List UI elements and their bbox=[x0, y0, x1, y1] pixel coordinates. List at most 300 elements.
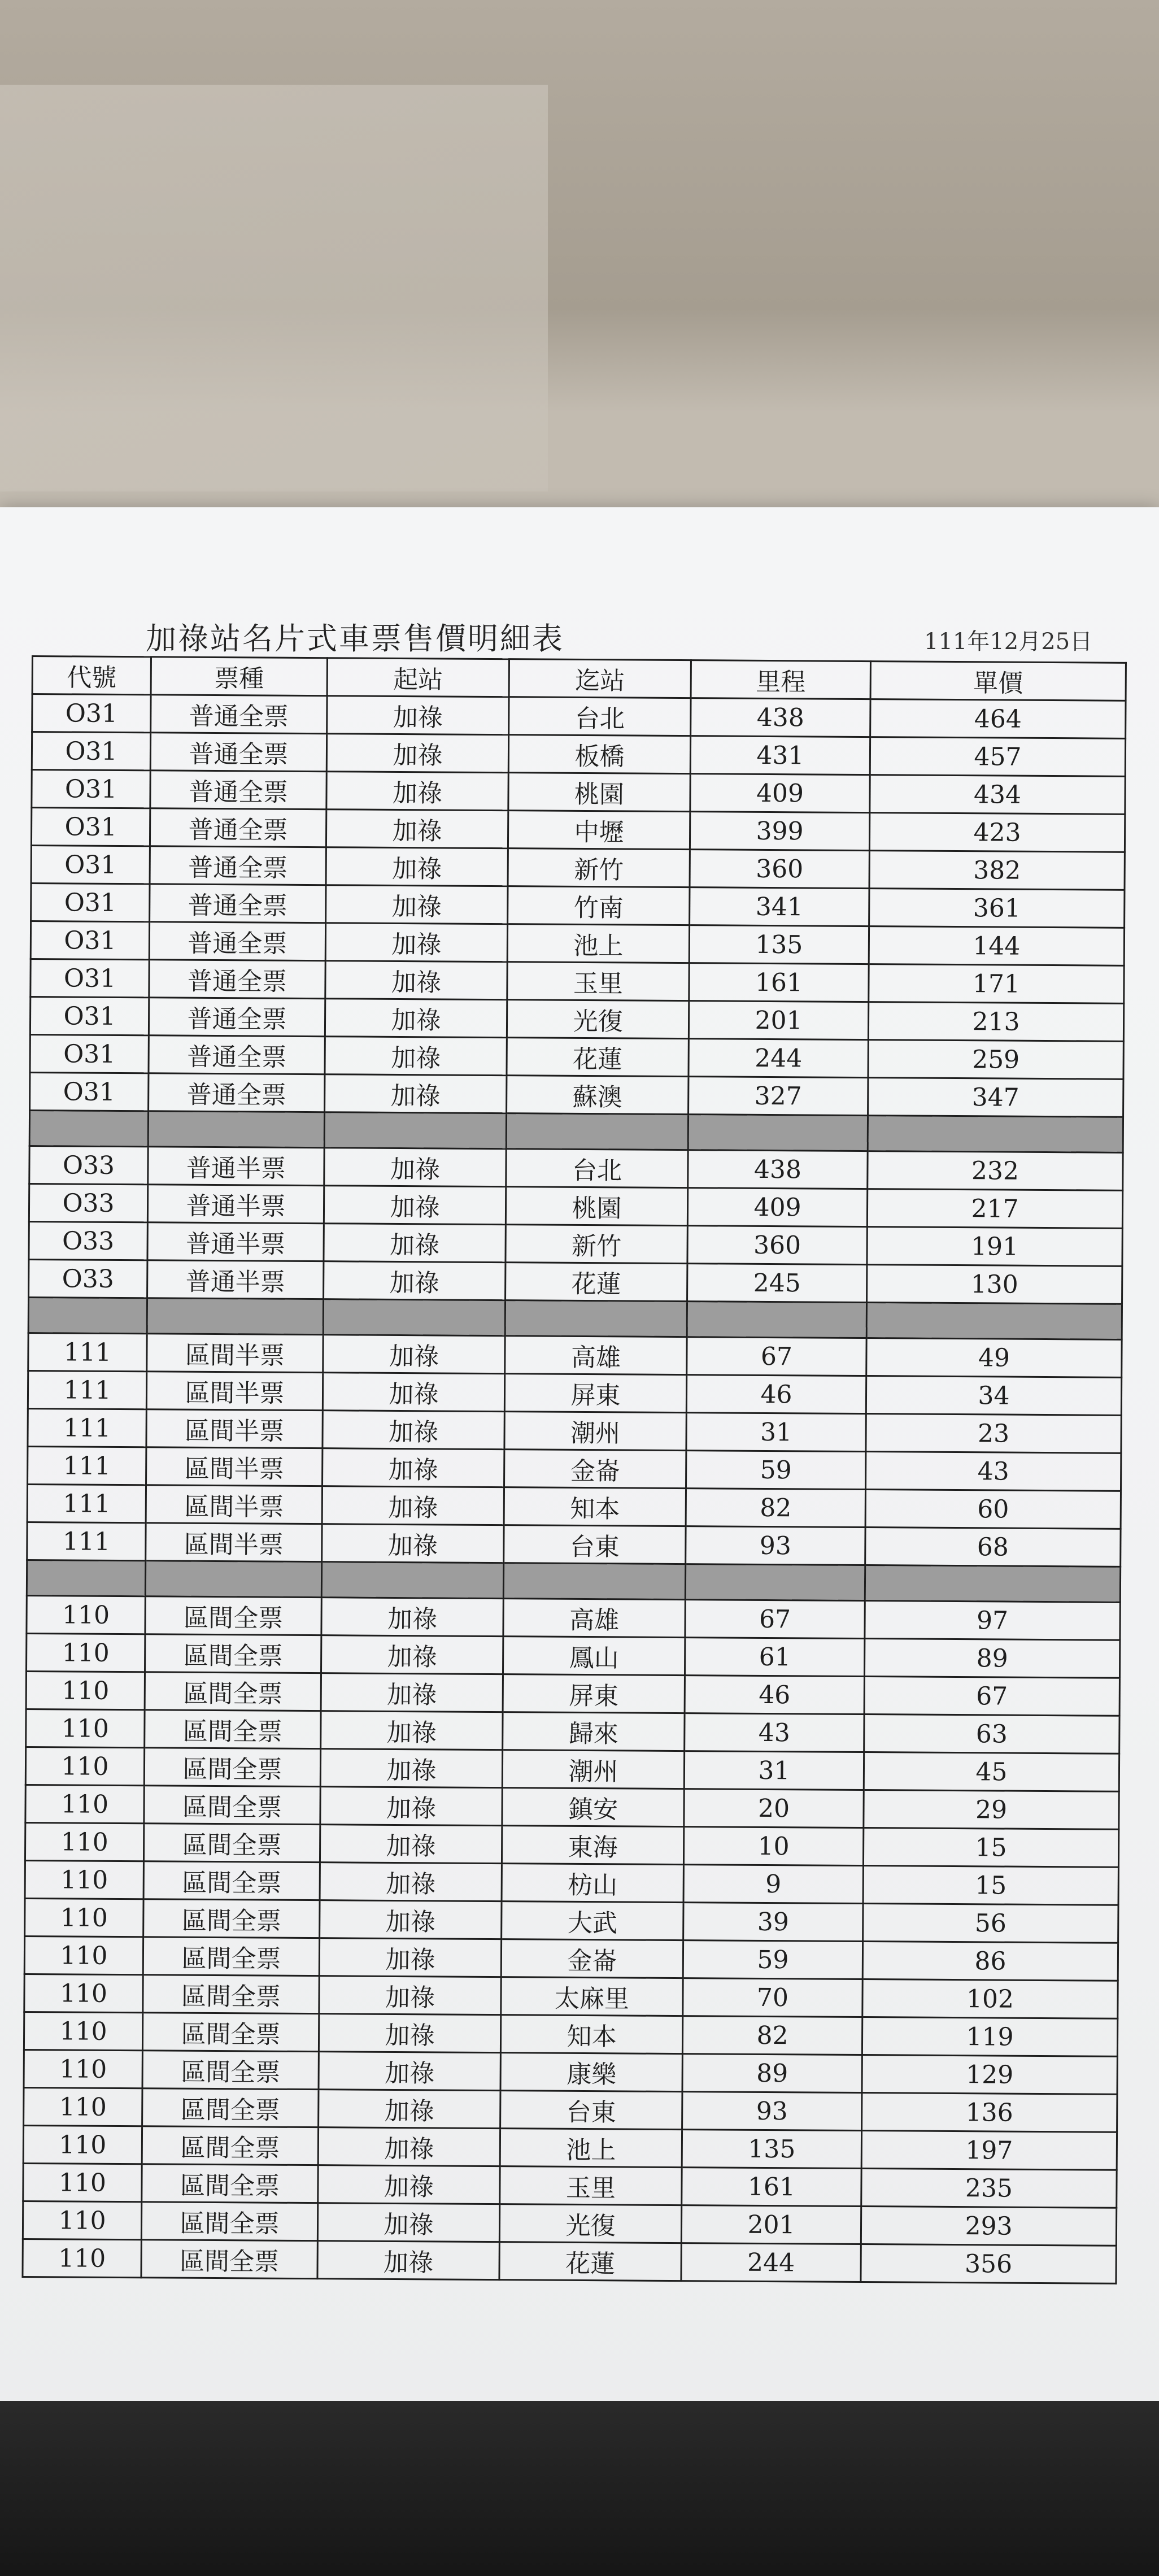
cell-ticket-type: 區間全票 bbox=[145, 1672, 321, 1711]
cell-code: 111 bbox=[28, 1370, 146, 1409]
separator-cell bbox=[145, 1561, 321, 1598]
cell-origin: 加祿 bbox=[324, 1224, 506, 1263]
table-row bbox=[27, 1595, 1120, 1640]
cell-distance: 31 bbox=[686, 1413, 866, 1452]
cell-code: 110 bbox=[25, 1822, 143, 1861]
separator-cell bbox=[29, 1110, 148, 1146]
cell-destination: 屏東 bbox=[504, 1374, 686, 1413]
cell-distance: 244 bbox=[689, 1039, 868, 1078]
cell-destination: 玉里 bbox=[500, 2166, 682, 2205]
table-row bbox=[30, 921, 1124, 966]
header-ticket-type: 票種 bbox=[151, 657, 327, 696]
cell-code: O31 bbox=[30, 959, 149, 997]
table-row bbox=[31, 808, 1125, 852]
cell-destination: 池上 bbox=[500, 2129, 682, 2168]
cell-distance: 39 bbox=[683, 1903, 863, 1942]
cell-origin: 加祿 bbox=[323, 1411, 504, 1450]
table-row bbox=[24, 2050, 1117, 2094]
cell-origin: 加祿 bbox=[324, 1186, 506, 1225]
table-row bbox=[30, 959, 1124, 1003]
cell-price: 23 bbox=[866, 1414, 1121, 1454]
separator-cell bbox=[321, 1562, 503, 1599]
cell-destination: 中壢 bbox=[508, 811, 690, 850]
cell-distance: 59 bbox=[686, 1451, 866, 1490]
cell-code: 110 bbox=[24, 2012, 142, 2050]
cell-ticket-type: 區間全票 bbox=[144, 1786, 320, 1825]
cell-origin: 加祿 bbox=[323, 1448, 504, 1487]
separator-cell bbox=[147, 1298, 323, 1335]
cell-distance: 135 bbox=[682, 2130, 861, 2169]
cell-price: 213 bbox=[868, 1002, 1123, 1042]
cell-origin: 加祿 bbox=[319, 2090, 500, 2129]
table-row bbox=[26, 1709, 1119, 1753]
fare-table-header bbox=[32, 656, 1126, 701]
cell-origin: 加祿 bbox=[322, 1524, 504, 1563]
cell-distance: 431 bbox=[690, 736, 870, 775]
cell-code: 111 bbox=[28, 1333, 147, 1371]
cell-price: 45 bbox=[864, 1752, 1119, 1792]
cell-destination: 光復 bbox=[507, 1000, 689, 1039]
cell-origin: 加祿 bbox=[320, 1900, 502, 1939]
cell-ticket-type: 區間全票 bbox=[141, 2240, 317, 2279]
cell-ticket-type: 普通全票 bbox=[149, 922, 325, 961]
cell-ticket-type: 普通全票 bbox=[150, 771, 326, 810]
table-row bbox=[25, 1860, 1118, 1905]
cell-destination: 太麻里 bbox=[501, 1977, 683, 2016]
cell-origin: 加祿 bbox=[319, 1938, 501, 1977]
cell-code: O31 bbox=[30, 921, 149, 960]
cell-code: O31 bbox=[30, 1072, 149, 1111]
cell-distance: 67 bbox=[685, 1600, 865, 1639]
cell-destination: 台北 bbox=[506, 1149, 688, 1188]
cell-code: 110 bbox=[26, 1671, 145, 1709]
cell-ticket-type: 區間全票 bbox=[145, 1596, 321, 1635]
cell-code: O33 bbox=[29, 1221, 147, 1260]
cell-origin: 加祿 bbox=[320, 1825, 502, 1864]
cell-distance: 360 bbox=[687, 1226, 867, 1265]
table-row bbox=[30, 1072, 1123, 1117]
cell-price: 67 bbox=[864, 1677, 1119, 1716]
cell-destination: 台東 bbox=[500, 2091, 682, 2130]
cell-price: 63 bbox=[864, 1715, 1119, 1754]
cell-distance: 201 bbox=[681, 2205, 861, 2244]
cell-distance: 245 bbox=[687, 1264, 867, 1303]
cell-destination: 桃園 bbox=[506, 1187, 687, 1226]
separator-cell bbox=[503, 1563, 685, 1600]
cell-code: O33 bbox=[29, 1183, 147, 1222]
cell-distance: 10 bbox=[683, 1827, 863, 1866]
cell-distance: 438 bbox=[691, 698, 870, 737]
cell-distance: 161 bbox=[689, 963, 869, 1002]
cell-price: 60 bbox=[865, 1490, 1121, 1529]
cell-ticket-type: 普通全票 bbox=[149, 1073, 325, 1112]
cell-price: 171 bbox=[869, 964, 1124, 1004]
cell-destination: 板橋 bbox=[508, 735, 690, 774]
table-row bbox=[28, 1333, 1122, 1377]
cell-ticket-type: 區間全票 bbox=[143, 1899, 320, 1938]
cell-code: 110 bbox=[27, 1595, 145, 1634]
cell-destination: 鎮安 bbox=[502, 1788, 684, 1827]
cell-destination: 台東 bbox=[504, 1525, 686, 1564]
cell-price: 29 bbox=[864, 1790, 1119, 1830]
cell-destination: 高雄 bbox=[503, 1599, 685, 1638]
cell-destination: 桃園 bbox=[508, 773, 690, 812]
table-row bbox=[30, 997, 1123, 1041]
cell-destination: 潮州 bbox=[504, 1412, 686, 1451]
cell-code: O31 bbox=[32, 732, 150, 771]
cell-ticket-type: 區間半票 bbox=[147, 1334, 323, 1373]
table-row bbox=[29, 1146, 1123, 1190]
cell-destination: 金崙 bbox=[504, 1450, 686, 1489]
fare-table bbox=[21, 655, 1127, 2285]
cell-origin: 加祿 bbox=[317, 2241, 499, 2280]
header-distance: 里程 bbox=[691, 660, 870, 699]
cell-price: 434 bbox=[870, 775, 1125, 815]
cell-distance: 93 bbox=[686, 1526, 865, 1565]
cell-distance: 135 bbox=[689, 925, 869, 964]
table-row bbox=[23, 2125, 1117, 2170]
separator-cell bbox=[687, 1302, 866, 1338]
cell-destination: 鳳山 bbox=[503, 1637, 685, 1676]
cell-ticket-type: 普通全票 bbox=[149, 960, 325, 999]
cell-distance: 59 bbox=[683, 1940, 862, 1979]
table-row bbox=[23, 2239, 1116, 2283]
cell-ticket-type: 普通全票 bbox=[149, 998, 325, 1037]
cell-origin: 加祿 bbox=[327, 696, 509, 735]
cell-ticket-type: 區間全票 bbox=[144, 1748, 320, 1787]
cell-code: 110 bbox=[23, 2125, 142, 2164]
table-row bbox=[28, 1446, 1121, 1491]
cell-origin: 加祿 bbox=[326, 734, 508, 773]
table-row bbox=[29, 1183, 1122, 1228]
cell-distance: 20 bbox=[684, 1789, 864, 1828]
cell-price: 232 bbox=[868, 1151, 1123, 1191]
document-date: 111年12月25日 bbox=[924, 629, 1093, 655]
cell-origin: 加祿 bbox=[319, 2052, 500, 2091]
cell-code: 110 bbox=[23, 2201, 141, 2239]
cell-ticket-type: 普通半票 bbox=[147, 1260, 324, 1299]
cell-code: O31 bbox=[31, 846, 150, 884]
cell-origin: 加祿 bbox=[326, 810, 508, 848]
table-row bbox=[29, 1221, 1122, 1266]
cell-ticket-type: 區間全票 bbox=[145, 1634, 321, 1673]
cell-destination: 蘇澳 bbox=[507, 1076, 689, 1115]
cell-code: 110 bbox=[24, 2087, 142, 2126]
cell-price: 464 bbox=[870, 699, 1126, 739]
cell-price: 15 bbox=[863, 1866, 1118, 1905]
cell-code: 110 bbox=[25, 1785, 144, 1823]
cell-code: O33 bbox=[29, 1146, 148, 1184]
cell-destination: 高雄 bbox=[505, 1336, 687, 1375]
cell-origin: 加祿 bbox=[321, 1635, 503, 1674]
cell-destination: 玉里 bbox=[507, 962, 689, 1001]
cell-code: O31 bbox=[31, 884, 150, 922]
table-row bbox=[24, 1936, 1118, 1981]
cell-code: 111 bbox=[28, 1408, 146, 1447]
table-row bbox=[23, 2201, 1116, 2246]
separator-cell bbox=[324, 1112, 506, 1149]
cell-ticket-type: 普通全票 bbox=[150, 733, 326, 772]
cell-origin: 加祿 bbox=[320, 1863, 502, 1901]
separator-cell bbox=[865, 1565, 1120, 1603]
cell-distance: 31 bbox=[684, 1751, 864, 1790]
cell-distance: 409 bbox=[690, 774, 870, 813]
cell-code: 111 bbox=[28, 1446, 146, 1485]
fare-table-body bbox=[23, 694, 1126, 2284]
cell-ticket-type: 普通全票 bbox=[150, 808, 326, 847]
cell-origin: 加祿 bbox=[319, 2014, 500, 2053]
cell-distance: 341 bbox=[690, 887, 869, 926]
cell-destination: 康樂 bbox=[500, 2053, 682, 2092]
cell-distance: 43 bbox=[685, 1713, 864, 1752]
cell-ticket-type: 區間全票 bbox=[141, 2202, 317, 2241]
cell-ticket-type: 區間全票 bbox=[143, 1937, 319, 1976]
cell-code: 110 bbox=[23, 2239, 141, 2277]
background-shadow bbox=[0, 2401, 1159, 2576]
cell-ticket-type: 區間半票 bbox=[146, 1372, 323, 1411]
table-row bbox=[30, 1034, 1123, 1079]
cell-price: 382 bbox=[869, 851, 1125, 890]
cell-price: 43 bbox=[866, 1452, 1121, 1491]
cell-origin: 加祿 bbox=[326, 847, 508, 886]
cell-ticket-type: 區間半票 bbox=[146, 1409, 323, 1448]
separator-cell bbox=[323, 1299, 505, 1336]
separator-cell bbox=[27, 1560, 145, 1596]
cell-code: O31 bbox=[31, 808, 150, 846]
cell-ticket-type: 區間半票 bbox=[146, 1523, 322, 1562]
cell-destination: 竹南 bbox=[508, 886, 690, 925]
cell-ticket-type: 區間全票 bbox=[142, 2164, 318, 2203]
cell-ticket-type: 普通全票 bbox=[150, 884, 326, 923]
table-row bbox=[24, 2012, 1117, 2056]
cell-distance: 161 bbox=[682, 2168, 861, 2207]
cell-origin: 加祿 bbox=[325, 923, 507, 962]
document-title: 加祿站名片式車票售價明細表 bbox=[146, 621, 564, 656]
cell-code: O31 bbox=[30, 1034, 149, 1073]
table-row bbox=[27, 1484, 1121, 1529]
table-row bbox=[32, 732, 1125, 777]
cell-distance: 89 bbox=[682, 2054, 862, 2093]
cell-ticket-type: 區間全票 bbox=[143, 1861, 320, 1900]
cell-code: O31 bbox=[32, 694, 151, 733]
separator-cell bbox=[685, 1564, 865, 1601]
cell-distance: 93 bbox=[682, 2092, 862, 2131]
cell-code: 110 bbox=[27, 1633, 145, 1672]
cell-destination: 潮州 bbox=[502, 1750, 684, 1789]
cell-price: 129 bbox=[862, 2055, 1117, 2095]
cell-price: 217 bbox=[867, 1189, 1122, 1229]
cell-price: 293 bbox=[861, 2207, 1116, 2246]
cell-price: 119 bbox=[862, 2017, 1117, 2057]
cell-price: 89 bbox=[864, 1639, 1119, 1678]
cell-destination: 花蓮 bbox=[507, 1038, 689, 1077]
header-code: 代號 bbox=[32, 656, 151, 695]
cell-destination: 光復 bbox=[499, 2204, 681, 2243]
cell-origin: 加祿 bbox=[325, 1074, 507, 1113]
separator-cell bbox=[866, 1303, 1122, 1340]
cell-distance: 82 bbox=[682, 2016, 862, 2055]
table-row bbox=[25, 1747, 1119, 1791]
cell-price: 197 bbox=[861, 2131, 1117, 2170]
cell-origin: 加祿 bbox=[319, 1976, 501, 2015]
cell-origin: 加祿 bbox=[326, 885, 508, 924]
cell-distance: 46 bbox=[686, 1375, 866, 1414]
cell-destination: 新竹 bbox=[508, 848, 690, 887]
cell-price: 361 bbox=[869, 889, 1125, 928]
cell-price: 457 bbox=[870, 737, 1125, 777]
cell-code: 110 bbox=[24, 1974, 143, 2012]
cell-destination: 台北 bbox=[509, 697, 691, 736]
cell-code: O33 bbox=[29, 1259, 147, 1298]
cell-distance: 438 bbox=[688, 1150, 868, 1189]
cell-origin: 加祿 bbox=[321, 1673, 503, 1712]
cell-origin: 加祿 bbox=[323, 1373, 504, 1412]
cell-origin: 加祿 bbox=[325, 999, 507, 1038]
cell-origin: 加祿 bbox=[317, 2203, 499, 2242]
cell-origin: 加祿 bbox=[321, 1711, 503, 1750]
table-row bbox=[24, 1974, 1118, 2018]
cell-ticket-type: 普通半票 bbox=[147, 1222, 324, 1261]
cell-distance: 70 bbox=[683, 1978, 862, 2017]
cell-ticket-type: 區間全票 bbox=[142, 2051, 319, 2090]
table-row bbox=[32, 770, 1125, 815]
group-separator-row bbox=[27, 1560, 1120, 1602]
table-row bbox=[28, 1408, 1121, 1453]
separator-cell bbox=[506, 1113, 688, 1150]
cell-ticket-type: 區間全票 bbox=[142, 2088, 319, 2127]
table-row bbox=[32, 694, 1126, 739]
cell-code: 111 bbox=[27, 1484, 146, 1522]
cell-code: 111 bbox=[27, 1522, 146, 1560]
cell-code: 110 bbox=[24, 1936, 143, 1974]
cell-ticket-type: 普通半票 bbox=[148, 1147, 324, 1186]
cell-origin: 加祿 bbox=[325, 961, 507, 1000]
cell-destination: 枋山 bbox=[502, 1864, 683, 1903]
cell-origin: 加祿 bbox=[322, 1486, 504, 1525]
cell-code: 110 bbox=[26, 1709, 145, 1747]
cell-price: 259 bbox=[868, 1040, 1123, 1080]
cell-price: 136 bbox=[862, 2093, 1117, 2133]
group-separator-row bbox=[29, 1110, 1123, 1152]
cell-code: O31 bbox=[32, 770, 150, 808]
cell-code: 110 bbox=[25, 1747, 144, 1785]
cell-distance: 409 bbox=[687, 1188, 867, 1227]
table-row bbox=[25, 1785, 1119, 1829]
cell-distance: 67 bbox=[687, 1337, 866, 1376]
cell-distance: 399 bbox=[690, 812, 869, 851]
cell-destination: 新竹 bbox=[506, 1225, 687, 1264]
cell-distance: 82 bbox=[686, 1489, 865, 1528]
cell-price: 49 bbox=[866, 1338, 1122, 1378]
table-row bbox=[28, 1370, 1121, 1415]
table-row bbox=[25, 1898, 1118, 1943]
separator-cell bbox=[28, 1297, 147, 1333]
cell-distance: 46 bbox=[685, 1676, 864, 1715]
cell-destination: 池上 bbox=[507, 924, 689, 963]
cell-price: 97 bbox=[865, 1601, 1120, 1641]
cell-code: O31 bbox=[30, 997, 149, 1035]
cell-distance: 61 bbox=[685, 1638, 864, 1677]
cell-price: 15 bbox=[863, 1828, 1118, 1868]
table-row bbox=[31, 884, 1125, 928]
cell-ticket-type: 普通全票 bbox=[149, 1035, 325, 1074]
cell-code: 110 bbox=[25, 1860, 143, 1899]
cell-destination: 金崙 bbox=[501, 1939, 683, 1978]
cell-origin: 加祿 bbox=[320, 1749, 502, 1788]
separator-cell bbox=[148, 1111, 324, 1148]
header-price: 單價 bbox=[870, 662, 1126, 701]
header-origin: 起站 bbox=[327, 658, 509, 697]
cell-origin: 加祿 bbox=[318, 2127, 500, 2166]
table-row bbox=[25, 1822, 1118, 1867]
cell-origin: 加祿 bbox=[324, 1148, 506, 1187]
cell-distance: 201 bbox=[689, 1001, 868, 1040]
cell-ticket-type: 區間半票 bbox=[146, 1447, 323, 1486]
cell-origin: 加祿 bbox=[326, 772, 508, 811]
cell-distance: 360 bbox=[690, 850, 869, 889]
cell-distance: 244 bbox=[681, 2243, 861, 2282]
cell-code: 110 bbox=[25, 1898, 143, 1937]
cell-price: 191 bbox=[867, 1227, 1122, 1267]
cell-price: 130 bbox=[867, 1265, 1122, 1304]
cell-destination: 花蓮 bbox=[506, 1263, 687, 1302]
cell-ticket-type: 區間全票 bbox=[142, 2126, 318, 2165]
separator-cell bbox=[505, 1300, 687, 1337]
table-row bbox=[29, 1259, 1122, 1304]
cell-destination: 屏東 bbox=[503, 1674, 685, 1713]
cell-distance: 9 bbox=[683, 1865, 863, 1904]
separator-cell bbox=[688, 1115, 868, 1151]
cell-ticket-type: 區間全票 bbox=[143, 1975, 319, 2014]
background-wall bbox=[0, 85, 548, 491]
cell-destination: 大武 bbox=[502, 1901, 683, 1940]
table-row bbox=[26, 1671, 1119, 1716]
cell-origin: 加祿 bbox=[323, 1335, 505, 1374]
cell-origin: 加祿 bbox=[321, 1598, 503, 1637]
cell-price: 423 bbox=[869, 813, 1125, 852]
cell-ticket-type: 區間全票 bbox=[143, 1824, 320, 1863]
table-row bbox=[24, 2087, 1117, 2132]
cell-ticket-type: 普通全票 bbox=[150, 846, 326, 885]
table-row bbox=[23, 2163, 1117, 2208]
cell-destination: 歸來 bbox=[503, 1712, 685, 1751]
cell-price: 68 bbox=[865, 1528, 1121, 1567]
header-destination: 迄站 bbox=[509, 659, 691, 698]
cell-ticket-type: 區間全票 bbox=[142, 2013, 319, 2052]
table-row bbox=[27, 1633, 1120, 1678]
cell-code: 110 bbox=[23, 2163, 142, 2201]
separator-cell bbox=[868, 1116, 1123, 1153]
cell-origin: 加祿 bbox=[325, 1037, 507, 1076]
cell-destination: 知本 bbox=[500, 2015, 682, 2054]
cell-distance: 327 bbox=[689, 1077, 868, 1116]
cell-ticket-type: 普通全票 bbox=[151, 695, 327, 734]
cell-origin: 加祿 bbox=[324, 1261, 506, 1300]
table-row bbox=[27, 1522, 1121, 1567]
cell-price: 86 bbox=[862, 1942, 1118, 1981]
cell-price: 34 bbox=[866, 1376, 1121, 1416]
cell-destination: 知本 bbox=[504, 1487, 686, 1526]
cell-destination: 花蓮 bbox=[499, 2242, 681, 2281]
cell-price: 56 bbox=[863, 1904, 1118, 1943]
cell-destination: 東海 bbox=[502, 1826, 683, 1865]
cell-code: 110 bbox=[24, 2050, 142, 2088]
cell-ticket-type: 普通半票 bbox=[147, 1185, 324, 1224]
header-row bbox=[32, 656, 1126, 701]
cell-price: 356 bbox=[861, 2244, 1116, 2284]
table-row bbox=[31, 846, 1125, 890]
cell-price: 102 bbox=[862, 1979, 1118, 2019]
